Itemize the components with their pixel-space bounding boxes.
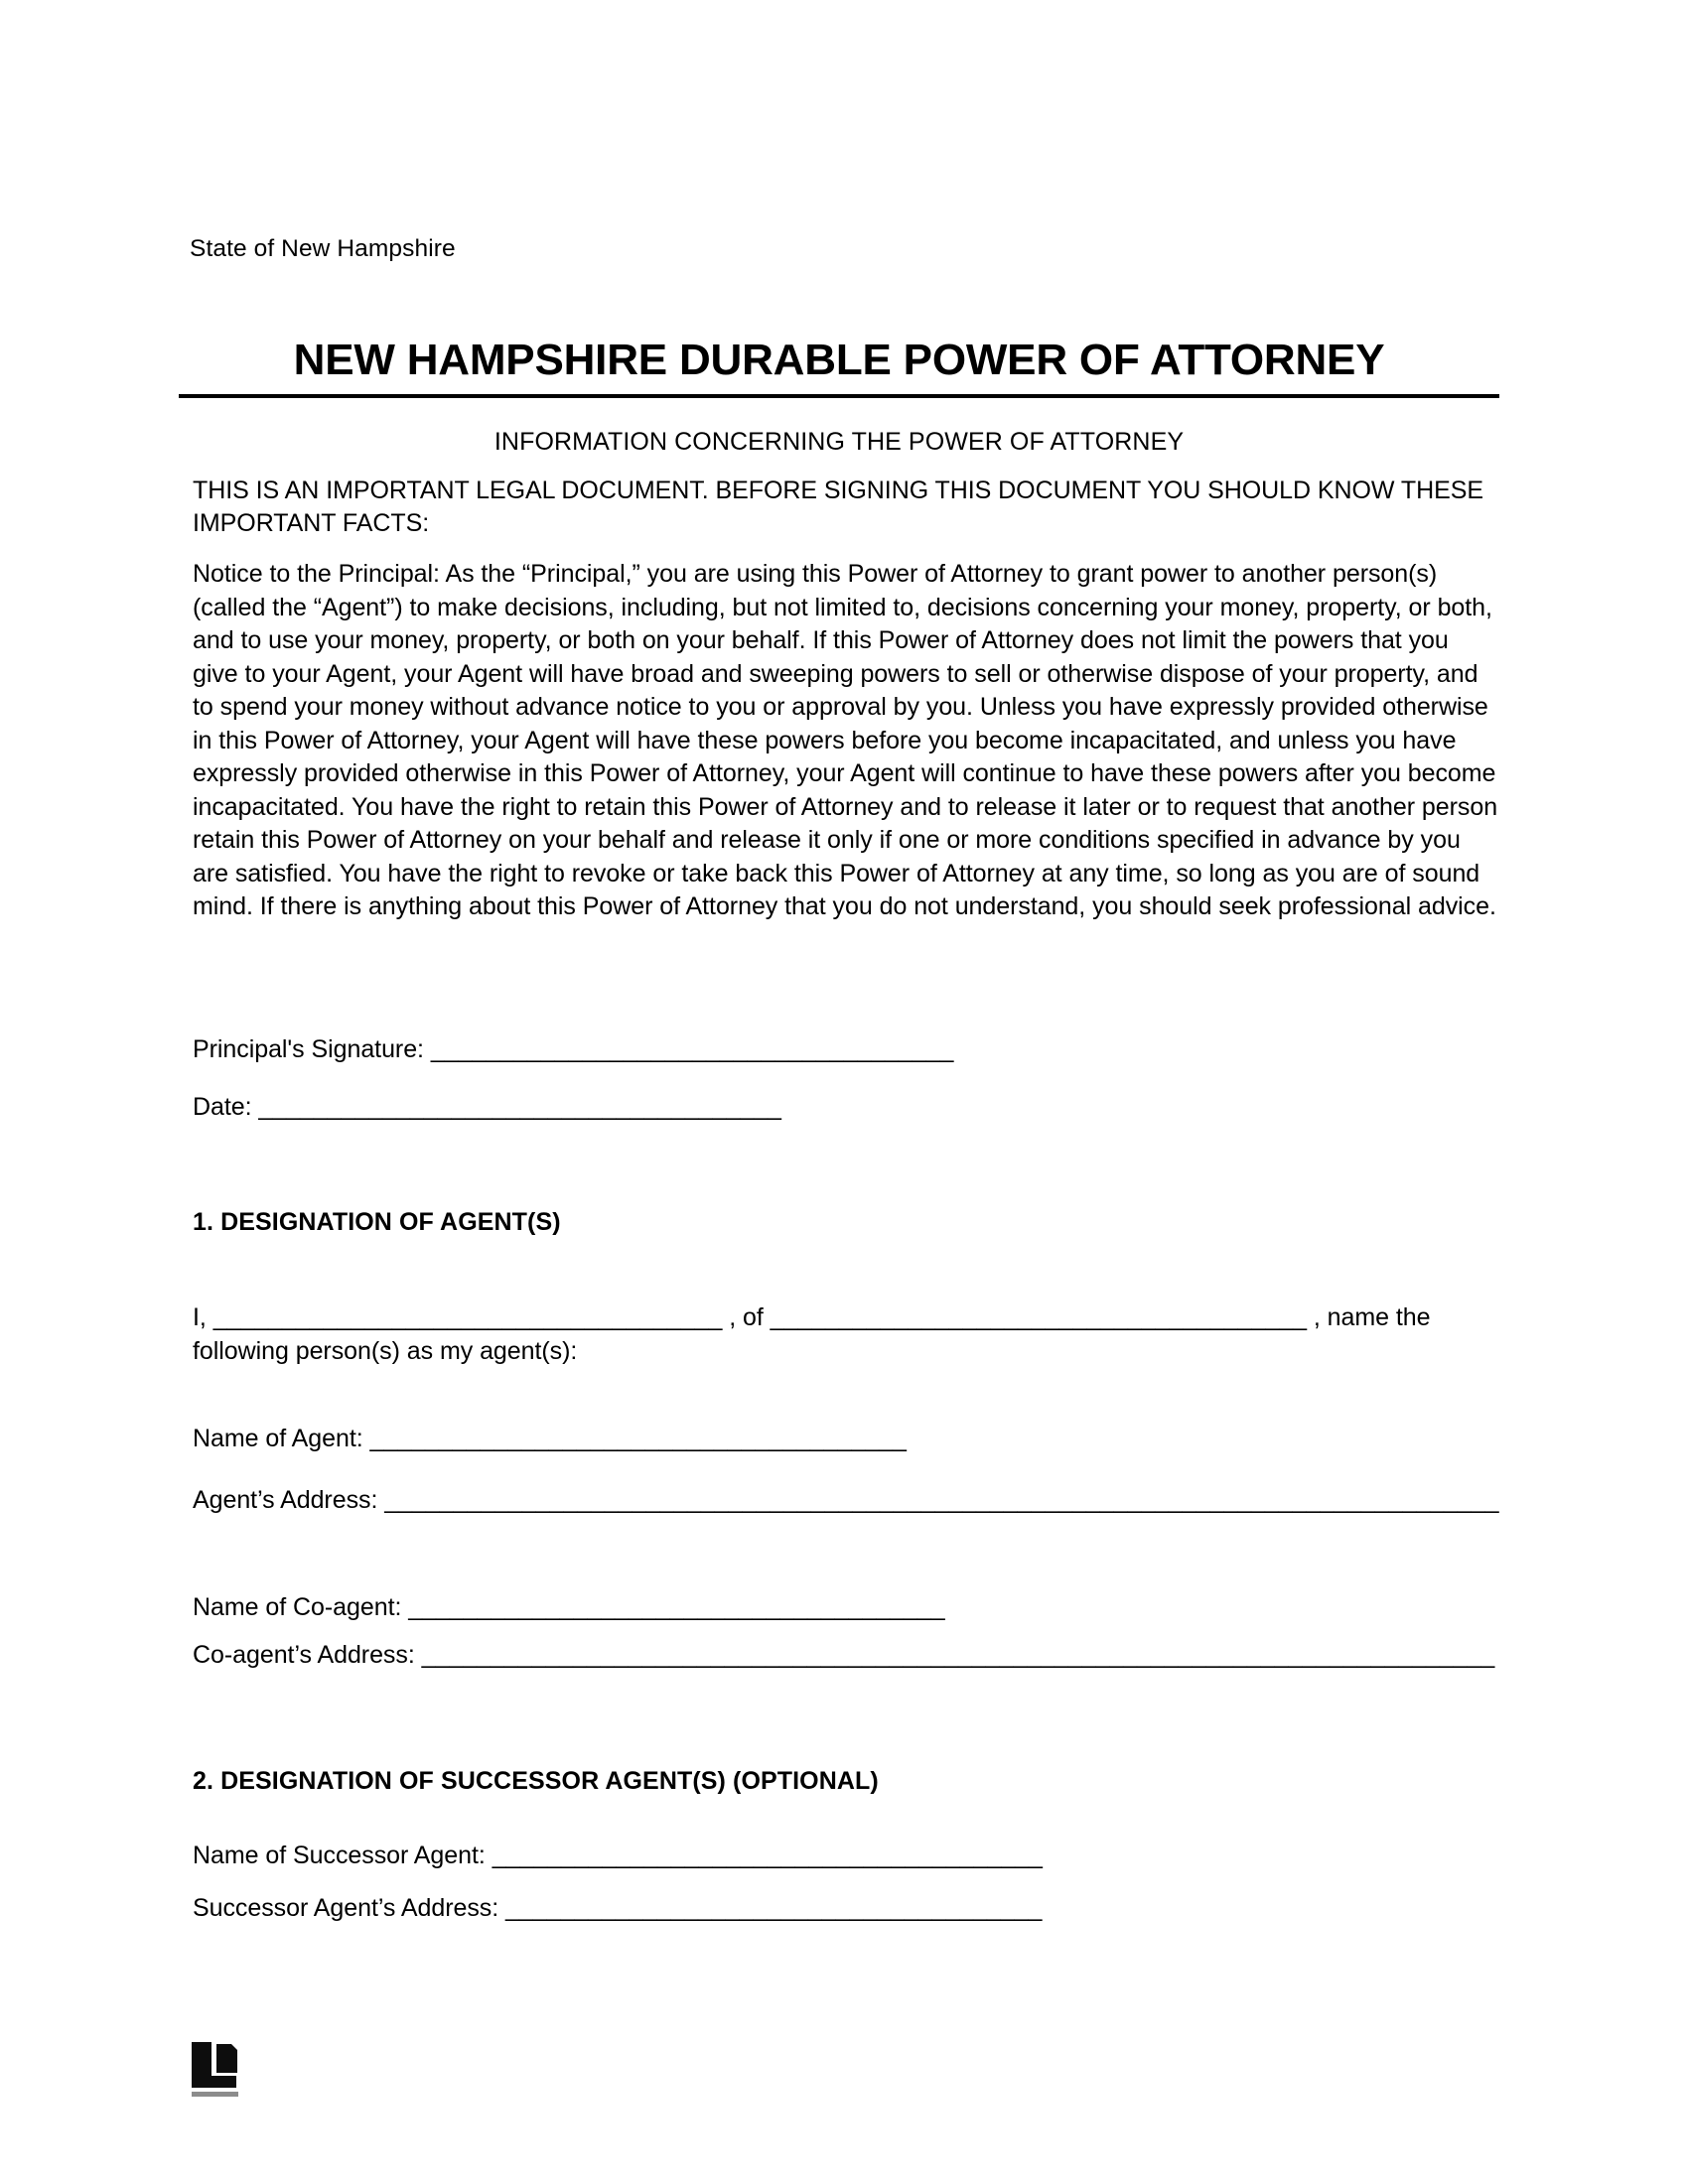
information-heading: INFORMATION CONCERNING THE POWER OF ATTORNEY [493,428,1185,456]
successor-agent-address-row [193,1891,1042,1925]
principal-signature-blank[interactable]: ______________________________________ [430,1035,954,1063]
intro-suffix: , name the following person(s) as my agent(s): [193,1303,1431,1365]
agent-name-label: Name of Agent: [193,1425,363,1452]
coagent-name-blank[interactable]: _______________________________________ [408,1593,945,1621]
principal-signature-row [193,1032,953,1066]
successor-agent-name-row [193,1839,1043,1872]
important-facts-text: THIS IS AN IMPORTANT LEGAL DOCUMENT. BEFORE SIGNING THIS DOCUMENT YOU SHOULD KNOW THESE IMPORTANT FACTS: [193,477,1484,537]
date-blank[interactable]: ______________________________________ [258,1093,781,1121]
intro-prefix: I, [193,1303,207,1331]
title-divider [179,394,1499,398]
principal-address-blank[interactable]: _______________________________________ [770,1303,1307,1331]
agent-address-label: Agent’s Address: [193,1486,378,1514]
coagent-name-label: Name of Co-agent: [193,1593,402,1621]
successor-agent-name-blank[interactable]: ________________________________________ [492,1842,1043,1869]
date-label: Date: [193,1093,252,1121]
principal-name-blank[interactable]: _____________________________________ [212,1303,723,1331]
successor-agent-address-blank[interactable]: _______________________________________ [505,1894,1043,1922]
agent-name-blank[interactable]: _______________________________________ [369,1425,907,1452]
agent-name-row [193,1422,907,1455]
notice-to-principal-paragraph: Notice to the Principal: As the “Principal,” you are using this Power of Attorney to grant power to another person(s) (called the “Agent”) to make decisions, including, but not limited to, decisions concerning your money, property, or both, and to use your money, property, or both on your behalf. If this Power of Attorney does not limit the powers that you give to your Agent, your Agent will have broad and sweeping powers to sell or otherwise dispose of your property, and to spend your money without advance notice to you or approval by you. Unless you have expressly provided otherwise in this Power of Attorney, your Agent will have these powers before you become incapacitated, and unless you have expressly provided otherwise in this Power of Attorney, your Agent will continue to have these powers after you become incapacitated. You have the right to retain this Power of Attorney and to release it later or to request that another person retain this Power of Attorney on your behalf and release it only if one or more conditions specified in advance by you are satisfied. You have the right to revoke or take back this Power of Attorney at any time, so long as you are of sound mind. If there is anything about this Power of Attorney that you do not understand, you should seek professional advice. [193,560,1498,920]
state-line: State of New Hampshire [190,235,456,262]
page-title: NEW HAMPSHIRE DURABLE POWER OF ATTORNEY [293,336,1385,385]
coagent-address-row [193,1638,1494,1672]
successor-agent-name-label: Name of Successor Agent: [193,1842,486,1869]
intro-middle: , of [729,1303,764,1331]
agent-address-blank[interactable]: _________________________________________________________________________________ [384,1486,1499,1514]
successor-agent-address-label: Successor Agent’s Address: [193,1894,499,1922]
coagent-address-label: Co-agent’s Address: [193,1641,415,1669]
legal-templates-logo-icon [192,2042,241,2100]
principal-signature-label: Principal's Signature: [193,1035,424,1063]
section-2-heading: 2. DESIGNATION OF SUCCESSOR AGENT(S) (OPTIONAL) [193,1767,879,1795]
agent-address-row [193,1483,1498,1517]
principal-identification-row [193,1300,1503,1368]
date-row [193,1090,781,1124]
coagent-address-blank[interactable]: ______________________________________________________________________________ [421,1641,1495,1669]
coagent-name-row [193,1590,945,1624]
section-1-heading: 1. DESIGNATION OF AGENT(S) [193,1208,561,1236]
